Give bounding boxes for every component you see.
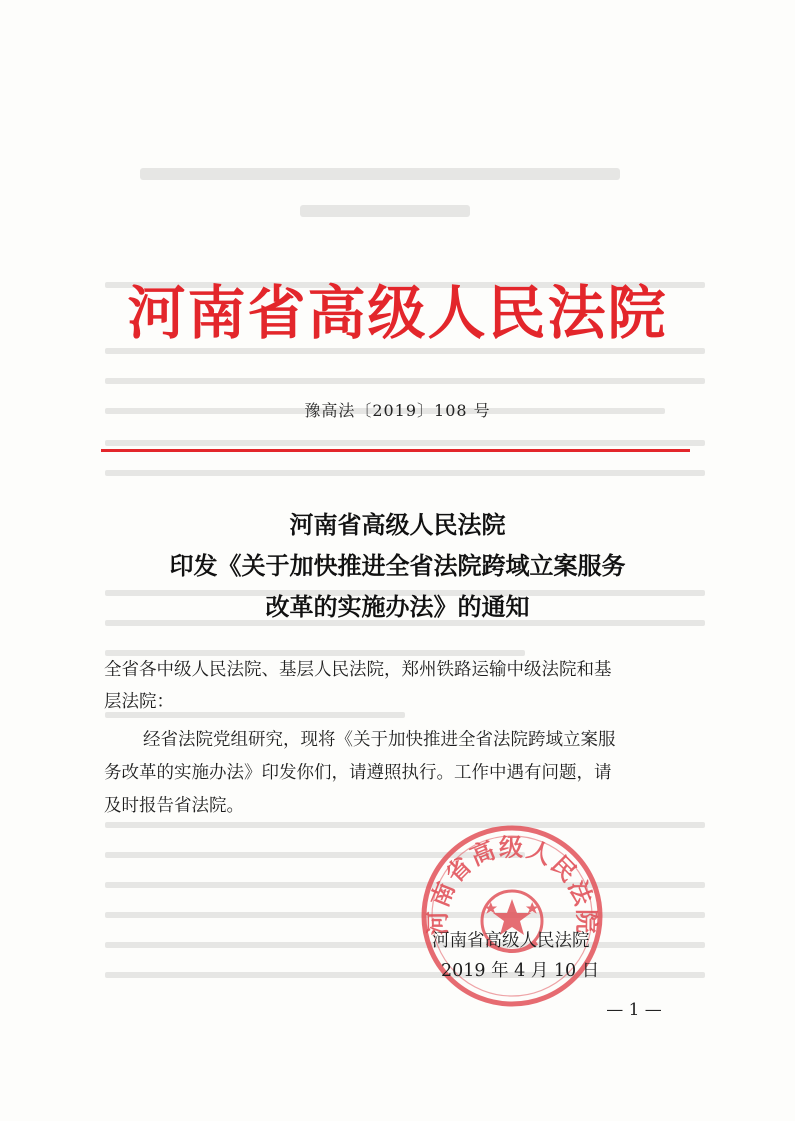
- title-line-3: 改革的实施办法》的通知: [265, 593, 530, 621]
- title-line-2: 印发《关于加快推进全省法院跨域立案服务: [169, 552, 626, 580]
- body-paragraph-line-2: 务改革的实施办法》印发你们，请遵照执行。工作中遇有问题，请: [104, 763, 612, 783]
- body-paragraph-line-3: 及时报告省法院。: [104, 796, 244, 816]
- title-line-1: 河南省高级人民法院: [289, 511, 506, 539]
- addressee-line-2: 层法院：: [104, 692, 174, 712]
- addressee-line-1: 全省各中级人民法院、基层人民法院，郑州铁路运输中级法院和基: [104, 660, 612, 680]
- red-divider-line: [101, 449, 690, 452]
- svg-text:河南省高级人民法院: 河南省高级人民法院: [423, 833, 601, 936]
- document-number: 豫高法〔2019〕108 号: [304, 401, 491, 420]
- issuer-red-header: 河南省高级人民法院: [127, 279, 668, 347]
- signature-organization: 河南省高级人民法院: [432, 931, 590, 951]
- page-number: — 1 —: [606, 1000, 662, 1020]
- signature-date: 2019 年 4 月 10 日: [441, 961, 600, 981]
- body-paragraph-line-1: 经省法院党组研究，现将《关于加快推进全省法院跨域立案服: [143, 730, 616, 750]
- official-seal: [417, 821, 607, 1011]
